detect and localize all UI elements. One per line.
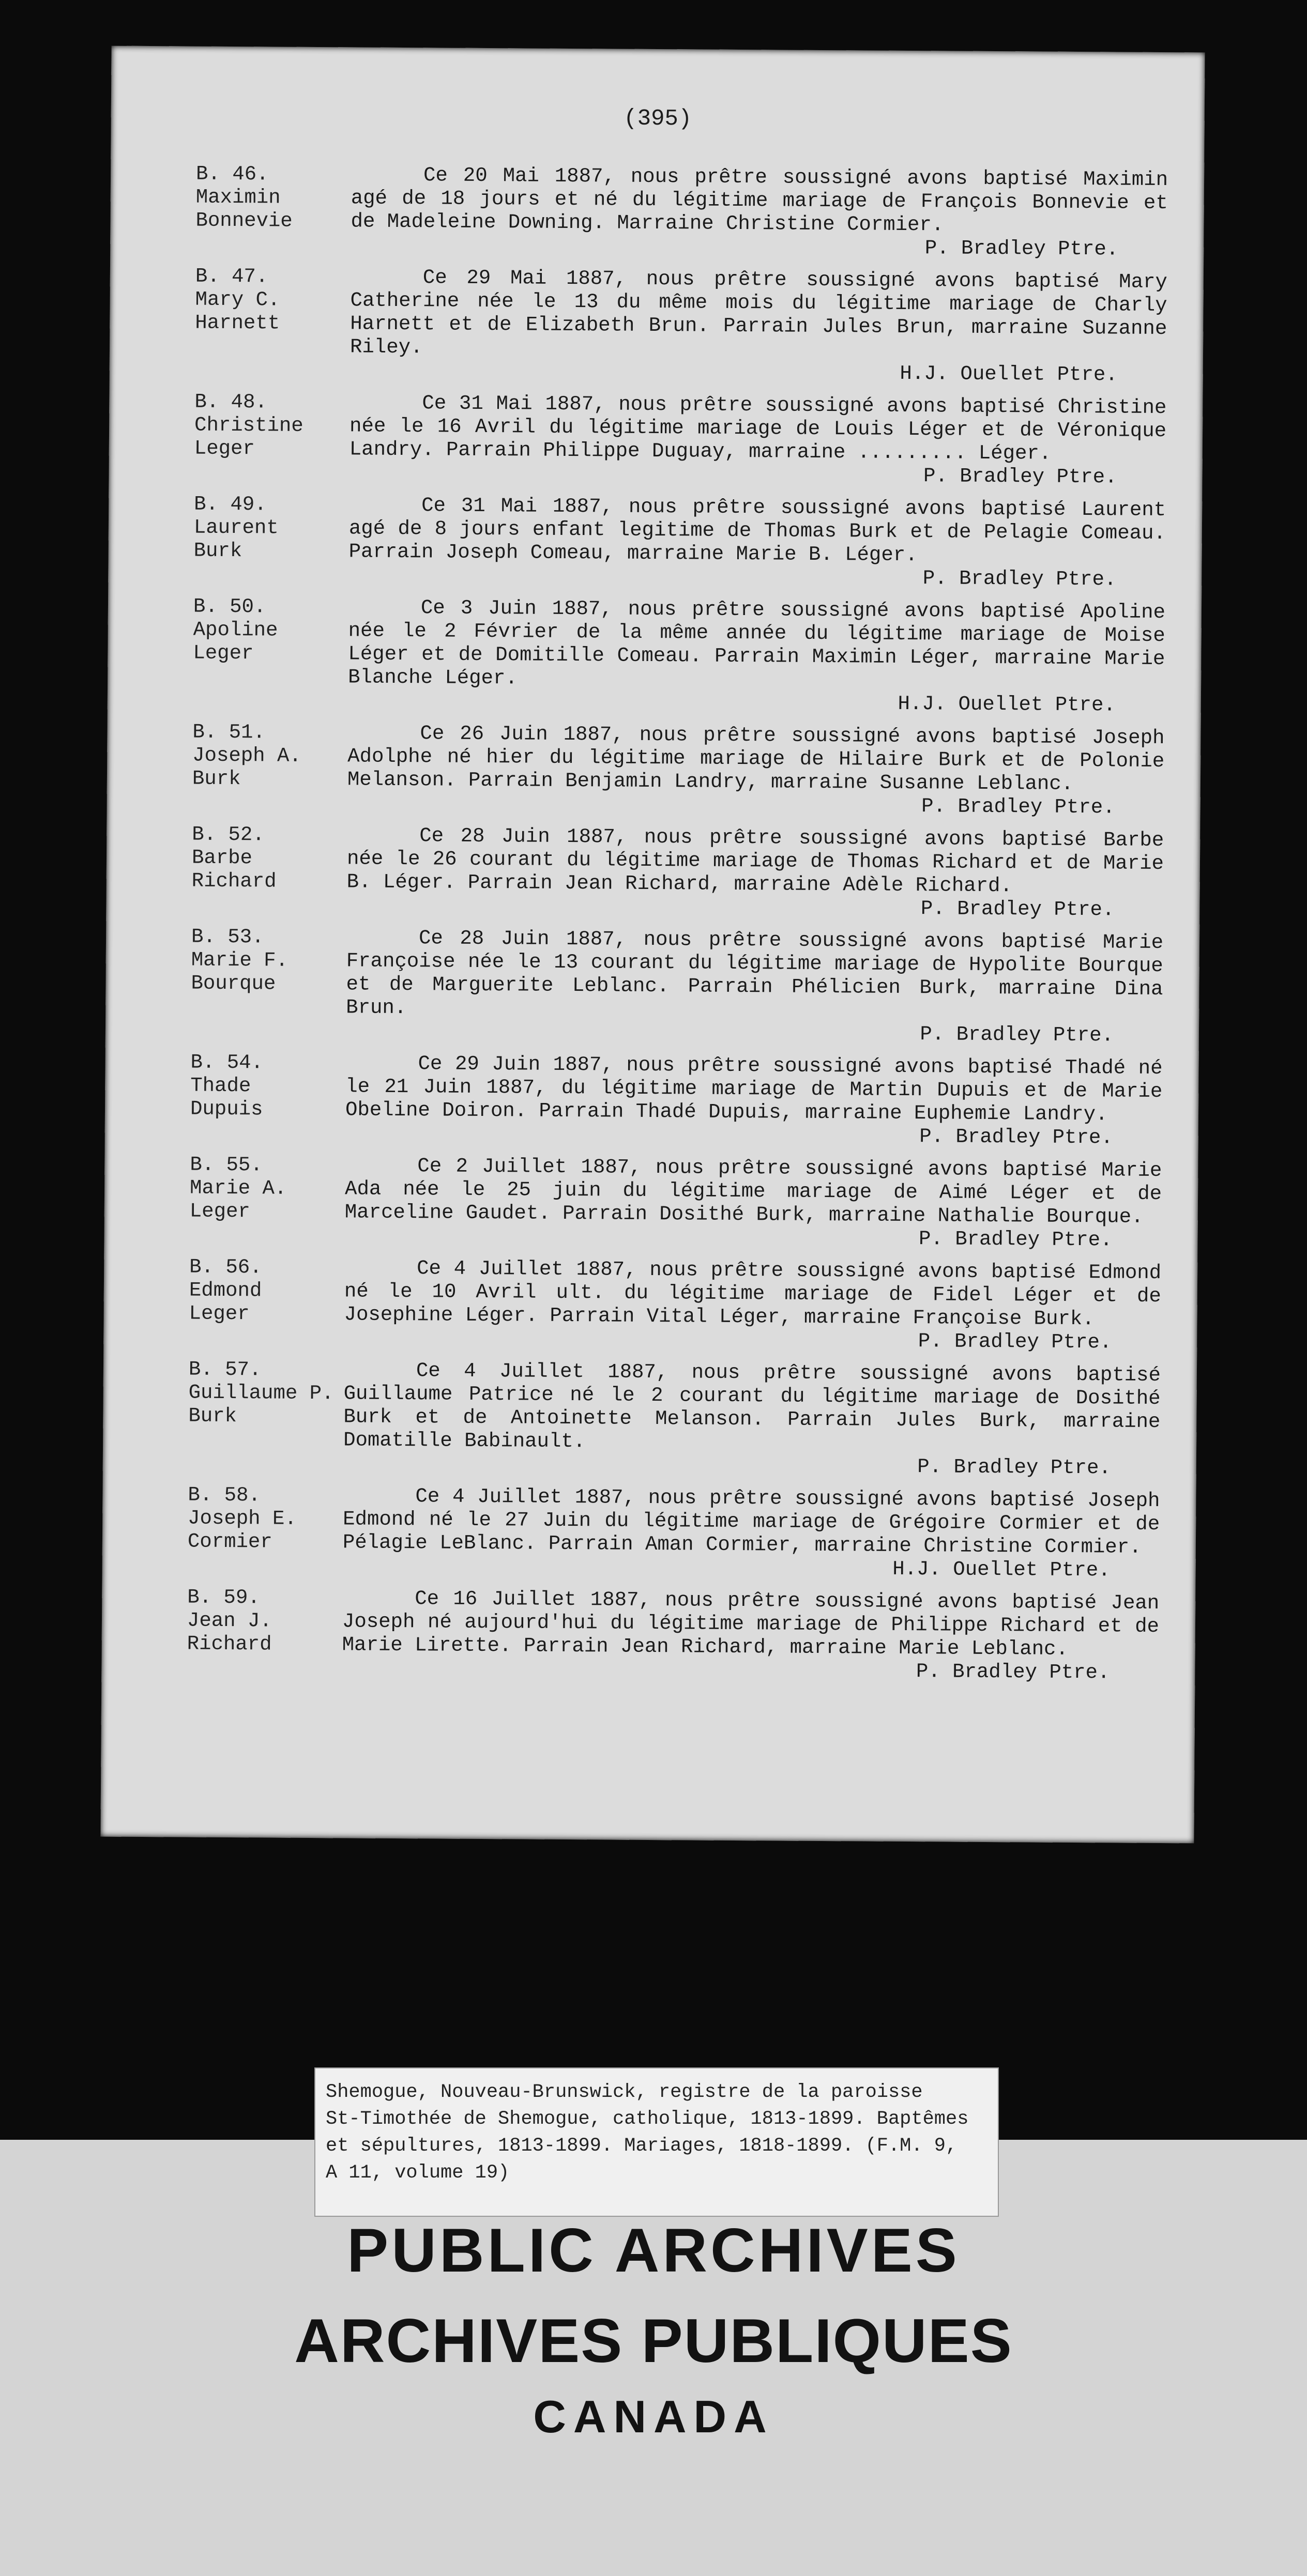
register-page <box>100 46 1205 1844</box>
entry-signature: H.J. Ouellet Ptre. <box>900 362 1118 387</box>
baptism-entry <box>189 1256 1161 1355</box>
entry-margin-note: B. 58. Joseph E. Cormier <box>187 1483 297 1554</box>
entry-body <box>345 1052 1163 1150</box>
baptism-entry <box>194 391 1166 489</box>
entry-body <box>344 1256 1161 1355</box>
baptism-entry <box>193 595 1165 717</box>
baptism-entry <box>189 1154 1162 1252</box>
entry-text: Ce 16 Juillet 1887, nous prêtre soussigné avons baptisé Jean Joseph né aujourd'hui du légitime mariage de Philippe Richard et de Marie Lirette. Parrain Jean Richard, marraine Marie Leblanc. <box>342 1587 1160 1661</box>
entry-text: Ce 20 Mai 1887, nous prêtre soussigné avons baptisé Maximin agé de 18 jours et né du légitime mariage de François Bonnevie et de Madeleine Downing. Marraine Christine Cormier. <box>351 164 1168 237</box>
entry-text: Ce 26 Juin 1887, nous prêtre soussigné avons baptisé Joseph Adolphe né hier du légitime mariage de Hilaire Burk et de Polonie Melanson. Parrain Benjamin Landry, marraine Susanne Leblanc. <box>347 722 1165 795</box>
entry-body <box>351 163 1168 262</box>
entry-body <box>346 926 1163 1048</box>
entry-signature: P. Bradley Ptre. <box>921 795 1115 819</box>
entry-text: Ce 4 Juillet 1887, nous prêtre soussigné avons baptisé Joseph Edmond né le 27 Juin du légitime mariage de Grégoire Cormier et de Pélagie LeBlanc. Parrain Aman Cormier, marraine Christine Cormier. <box>342 1485 1160 1559</box>
entry-signature: H.J. Ouellet Ptre. <box>892 1557 1111 1582</box>
entry-margin-note: B. 47. Mary C. Harnett <box>195 265 280 335</box>
entry-signature: H.J. Ouellet Ptre. <box>898 692 1116 717</box>
entry-signature: P. Bradley Ptre. <box>920 1023 1114 1047</box>
entry-margin-note: B. 50. Apoline Leger <box>193 595 278 665</box>
entry-body <box>348 596 1165 717</box>
entry-body <box>348 494 1166 592</box>
baptism-entry <box>195 265 1167 387</box>
entry-margin-note: B. 51. Joseph A. Burk <box>192 720 301 791</box>
entry-body <box>344 1154 1162 1252</box>
citation-text: Shemogue, Nouveau-Brunswick, registre de la paroisse St-Timothée de Shemogue, catholique, 1813-1899. Baptêmes et sépultures, 1813-1899. Mariages, 1818-1899. (F.M. 9, A 11, volume 19) <box>326 2081 969 2184</box>
baptism-entry <box>195 163 1168 262</box>
baptism-entry <box>191 926 1163 1048</box>
entry-body <box>347 722 1165 820</box>
entry-text: Ce 4 Juillet 1887, nous prêtre soussigné avons baptisé Guillaume Patrice né le 2 courant du légitime mariage de Dosithé Burk et de Antoinette Melanson. Parrain Jules Burk, marraine Domatille Babinault. <box>343 1359 1161 1453</box>
baptism-entry <box>188 1358 1161 1480</box>
entry-margin-note: B. 55. Marie A. Leger <box>189 1153 287 1223</box>
entry-margin-note: B. 52. Barbe Richard <box>191 823 277 893</box>
entry-text: Ce 4 Juillet 1887, nous prêtre soussigné avons baptisé Edmond né le 10 Avril ult. du légitime mariage de Fidel Léger et de Josephine Léger. Parrain Vital Léger, marraine Françoise Burk. <box>344 1257 1162 1331</box>
entry-body <box>349 391 1166 489</box>
entry-text: Ce 28 Juin 1887, nous prêtre soussigné avons baptisé Barbe née le 26 courant du légitime mariage de Thomas Richard et de Marie B. Léger. Parrain Jean Richard, marraine Adèle Richard. <box>346 824 1164 898</box>
entry-text: Ce 2 Juillet 1887, nous prêtre soussigné avons baptisé Marie Ada née le 25 juin du légitime mariage de Aimé Léger et de Marceline Gaudet. Parrain Dosithé Burk, marraine Nathalie Bourque. <box>344 1155 1162 1229</box>
archives-title-french: ARCHIVES PUBLIQUES <box>294 2306 1013 2375</box>
entry-text: Ce 31 Mai 1887, nous prêtre soussigné avons baptisé Laurent agé de 8 jours enfant legitime de Thomas Burk et de Pelagie Comeau. Parrain Joseph Comeau, marraine Marie B. Léger. <box>348 494 1166 567</box>
entry-signature: P. Bradley Ptre. <box>922 567 1117 591</box>
entry-margin-note: B. 57. Guillaume P. Burk <box>188 1358 334 1428</box>
baptism-entries <box>187 163 1168 1694</box>
baptism-entry <box>187 1586 1159 1685</box>
page-number: (395) <box>624 105 692 132</box>
entry-signature: P. Bradley Ptre. <box>918 1330 1112 1354</box>
entry-signature: P. Bradley Ptre. <box>919 1125 1113 1149</box>
entry-signature: P. Bradley Ptre. <box>917 1455 1111 1480</box>
citation-card <box>314 2067 999 2217</box>
entry-signature: P. Bradley Ptre. <box>924 237 1119 261</box>
entry-body <box>343 1359 1161 1480</box>
entry-margin-note: B. 46. Maximin Bonnevie <box>195 162 293 233</box>
entry-margin-note: B. 59. Jean J. Richard <box>187 1586 272 1656</box>
archives-title-english: PUBLIC ARCHIVES <box>347 2216 960 2285</box>
archives-country: CANADA <box>533 2391 774 2442</box>
entry-text: Ce 31 Mai 1887, nous prêtre soussigné avons baptisé Christine née le 16 Avril du légitime mariage de Louis Léger et de Véronique Landry. Parrain Philippe Duguay, marraine ......... Léger. <box>349 392 1167 465</box>
entry-text: Ce 29 Mai 1887, nous prêtre soussigné avons baptisé Mary Catherine née le 13 du même mois du légitime mariage de Charly Harnett et de Elizabeth Brun. Parrain Jules Brun, marraine Suzanne Riley. <box>349 266 1167 359</box>
baptism-entry <box>188 1484 1160 1583</box>
entry-body <box>346 824 1164 922</box>
entry-margin-note: B. 49. Laurent Burk <box>193 493 279 563</box>
entry-body <box>342 1587 1159 1685</box>
entry-margin-note: B. 53. Marie F. Bourque <box>191 925 288 995</box>
entry-signature: P. Bradley Ptre. <box>916 1660 1110 1684</box>
entry-body <box>343 1484 1160 1583</box>
baptism-entry <box>193 493 1166 592</box>
entry-text: Ce 28 Juin 1887, nous prêtre soussigné avons baptisé Marie Françoise née le 13 courant du légitime mariage de Hypolite Bourque et de Marguerite Leblanc. Parrain Phélicien Burk, marraine Dina Brun. <box>346 927 1164 1020</box>
entry-margin-note: B. 54. Thade Dupuis <box>190 1051 264 1121</box>
baptism-entry <box>192 721 1165 820</box>
entry-signature: P. Bradley Ptre. <box>918 1228 1113 1252</box>
entry-margin-note: B. 56. Edmond Leger <box>189 1255 262 1326</box>
entry-signature: P. Bradley Ptre. <box>920 897 1115 922</box>
baptism-entry <box>191 823 1164 922</box>
entry-body <box>350 266 1167 387</box>
entry-text: Ce 29 Juin 1887, nous prêtre soussigné avons baptisé Thadé né le 21 Juin 1887, du légitime mariage de Martin Dupuis et de Marie Obeline Doiron. Parrain Thadé Dupuis, marraine Euphemie Landry. <box>345 1052 1163 1126</box>
entry-margin-note: B. 48. Christine Leger <box>194 390 303 461</box>
baptism-entry <box>190 1051 1163 1150</box>
entry-signature: P. Bradley Ptre. <box>923 465 1117 489</box>
entry-text: Ce 3 Juin 1887, nous prêtre soussigné avons baptisé Apoline née le 2 Février de la même année du légitime mariage de Moise Léger et de Domitille Comeau. Parrain Maximin Léger, marraine Marie Blanche Léger. <box>348 596 1166 690</box>
